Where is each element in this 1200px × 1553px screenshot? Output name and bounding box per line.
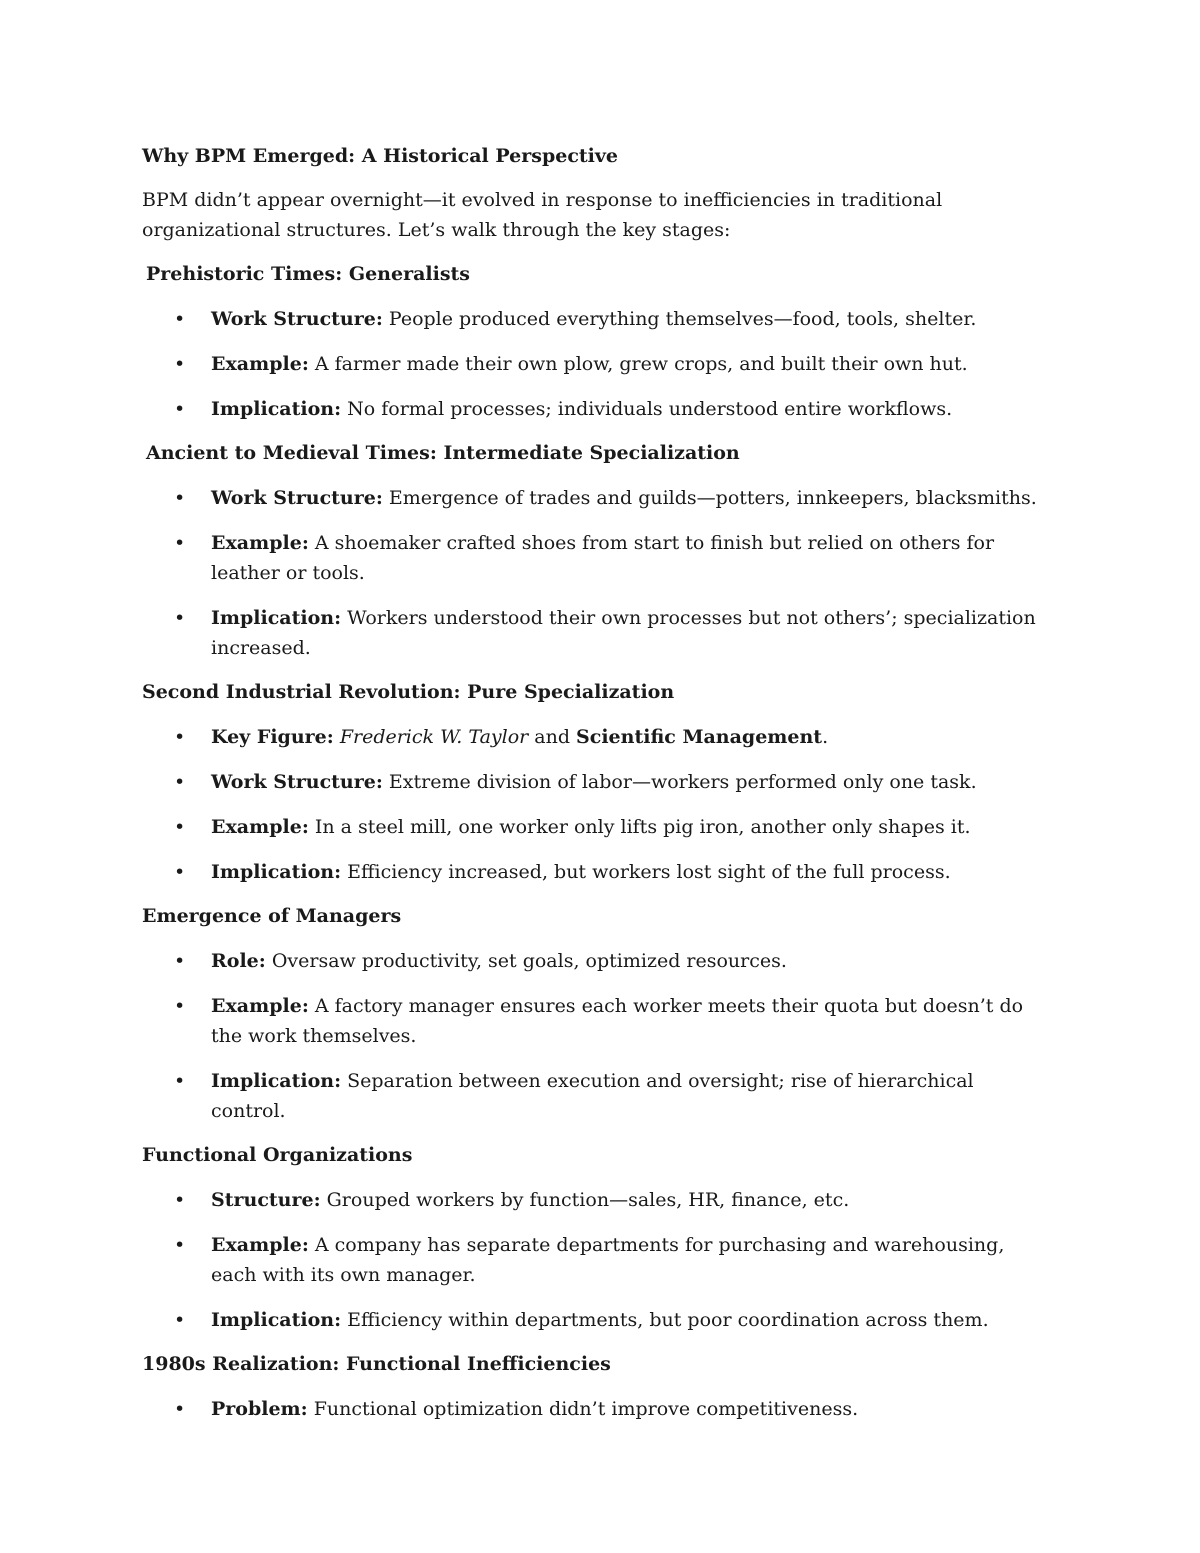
bullet-icon: • bbox=[174, 308, 186, 330]
item-label: Work Structure: bbox=[211, 308, 383, 330]
bullet-icon: • bbox=[174, 1189, 186, 1211]
item-label: Implication: bbox=[211, 607, 342, 629]
list-item bbox=[142, 394, 1042, 424]
bullet-icon: • bbox=[174, 816, 186, 838]
list-item bbox=[142, 1066, 1042, 1126]
item-label: Example: bbox=[211, 816, 309, 838]
list-item bbox=[142, 1185, 1042, 1215]
item-text: A factory manager ensures each worker meets their quota but doesn’t do the work themselves. bbox=[211, 995, 1024, 1047]
bullet-icon: • bbox=[174, 861, 186, 883]
item-label: Work Structure: bbox=[211, 771, 383, 793]
bullet-icon: • bbox=[174, 726, 186, 748]
key-figure-conjunction: and bbox=[528, 726, 577, 748]
list-item bbox=[142, 304, 1042, 334]
item-text: In a steel mill, one worker only lifts pig iron, another only shapes it. bbox=[308, 816, 971, 838]
bullet-icon: • bbox=[174, 1398, 186, 1420]
item-text: Workers understood their own processes but not others’; specialization increased. bbox=[211, 607, 1036, 659]
list-item bbox=[142, 1230, 1042, 1290]
item-label: Structure: bbox=[211, 1189, 321, 1211]
key-figure-concept: Scientific Management bbox=[576, 726, 823, 748]
list-item bbox=[142, 1394, 1042, 1424]
document-title: Why BPM Emerged: A Historical Perspective bbox=[142, 145, 619, 167]
item-text: Extreme division of labor—workers performed only one task. bbox=[382, 771, 977, 793]
item-label: Implication: bbox=[211, 398, 342, 420]
list-item bbox=[142, 991, 1042, 1051]
item-label: Example: bbox=[211, 995, 309, 1017]
list-item bbox=[142, 722, 1042, 752]
section-heading-industrial-revolution: Second Industrial Revolution: Pure Specialization bbox=[142, 681, 675, 703]
bullet-icon: • bbox=[174, 353, 186, 375]
item-text: Grouped workers by function—sales, HR, finance, etc. bbox=[320, 1189, 850, 1211]
list-item bbox=[142, 812, 1042, 842]
document-page bbox=[142, 141, 1042, 1438]
section-heading-prehistoric: Prehistoric Times: Generalists bbox=[146, 263, 470, 285]
bullet-list-functional-organizations bbox=[142, 1185, 1042, 1335]
key-figure-name: Frederick W. Taylor bbox=[339, 726, 529, 748]
list-item bbox=[142, 767, 1042, 797]
intro-paragraph: BPM didn’t appear overnight—it evolved in response to inefficiencies in traditional organizational structures. Let’s walk through the key stages: bbox=[142, 189, 943, 241]
bullet-icon: • bbox=[174, 995, 186, 1017]
bullet-list-ancient-medieval bbox=[142, 483, 1042, 663]
bullet-icon: • bbox=[174, 1309, 186, 1331]
item-text: Oversaw productivity, set goals, optimized resources. bbox=[265, 950, 787, 972]
item-label: Example: bbox=[211, 353, 309, 375]
bullet-list-prehistoric bbox=[142, 304, 1042, 424]
section-heading-1980s: 1980s Realization: Functional Inefficiencies bbox=[142, 1353, 611, 1375]
bullet-icon: • bbox=[174, 950, 186, 972]
item-label: Example: bbox=[211, 1234, 309, 1256]
bullet-list-industrial-revolution bbox=[142, 722, 1042, 887]
key-figure-end: . bbox=[822, 726, 829, 748]
list-item bbox=[142, 857, 1042, 887]
item-text: People produced everything themselves—food, tools, shelter. bbox=[382, 308, 977, 330]
item-label: Problem: bbox=[211, 1398, 308, 1420]
bullet-list-managers bbox=[142, 946, 1042, 1126]
item-label: Implication: bbox=[211, 1309, 342, 1331]
list-item bbox=[142, 603, 1042, 663]
item-text: A shoemaker crafted shoes from start to finish but relied on others for leather or tools. bbox=[211, 532, 995, 584]
bullet-icon: • bbox=[174, 771, 186, 793]
bullet-icon: • bbox=[174, 532, 186, 554]
bullet-icon: • bbox=[174, 398, 186, 420]
item-label: Work Structure: bbox=[211, 487, 383, 509]
section-heading-ancient-medieval: Ancient to Medieval Times: Intermediate Specialization bbox=[146, 442, 740, 464]
item-text: A company has separate departments for purchasing and warehousing, each with its own manager. bbox=[211, 1234, 1005, 1286]
item-label: Key Figure: bbox=[211, 726, 334, 748]
section-heading-managers: Emergence of Managers bbox=[142, 905, 402, 927]
bullet-list-1980s bbox=[142, 1394, 1042, 1424]
item-text: Separation between execution and oversight; rise of hierarchical control. bbox=[211, 1070, 974, 1122]
bullet-icon: • bbox=[174, 1234, 186, 1256]
list-item bbox=[142, 528, 1042, 588]
bullet-icon: • bbox=[174, 1070, 186, 1092]
list-item bbox=[142, 349, 1042, 379]
item-text: Emergence of trades and guilds—potters, innkeepers, blacksmiths. bbox=[382, 487, 1037, 509]
item-text: Efficiency within departments, but poor coordination across them. bbox=[341, 1309, 989, 1331]
list-item bbox=[142, 1305, 1042, 1335]
item-label: Implication: bbox=[211, 1070, 342, 1092]
list-item bbox=[142, 946, 1042, 976]
item-text: Efficiency increased, but workers lost sight of the full process. bbox=[341, 861, 951, 883]
item-text: Functional optimization didn’t improve competitiveness. bbox=[307, 1398, 859, 1420]
list-item bbox=[142, 483, 1042, 513]
bullet-icon: • bbox=[174, 607, 186, 629]
item-label: Implication: bbox=[211, 861, 342, 883]
item-label: Example: bbox=[211, 532, 309, 554]
bullet-icon: • bbox=[174, 487, 186, 509]
section-heading-functional-organizations: Functional Organizations bbox=[142, 1144, 413, 1166]
item-label: Role: bbox=[211, 950, 266, 972]
item-text: A farmer made their own plow, grew crops, and built their own hut. bbox=[308, 353, 968, 375]
item-text: No formal processes; individuals understood entire workflows. bbox=[341, 398, 953, 420]
